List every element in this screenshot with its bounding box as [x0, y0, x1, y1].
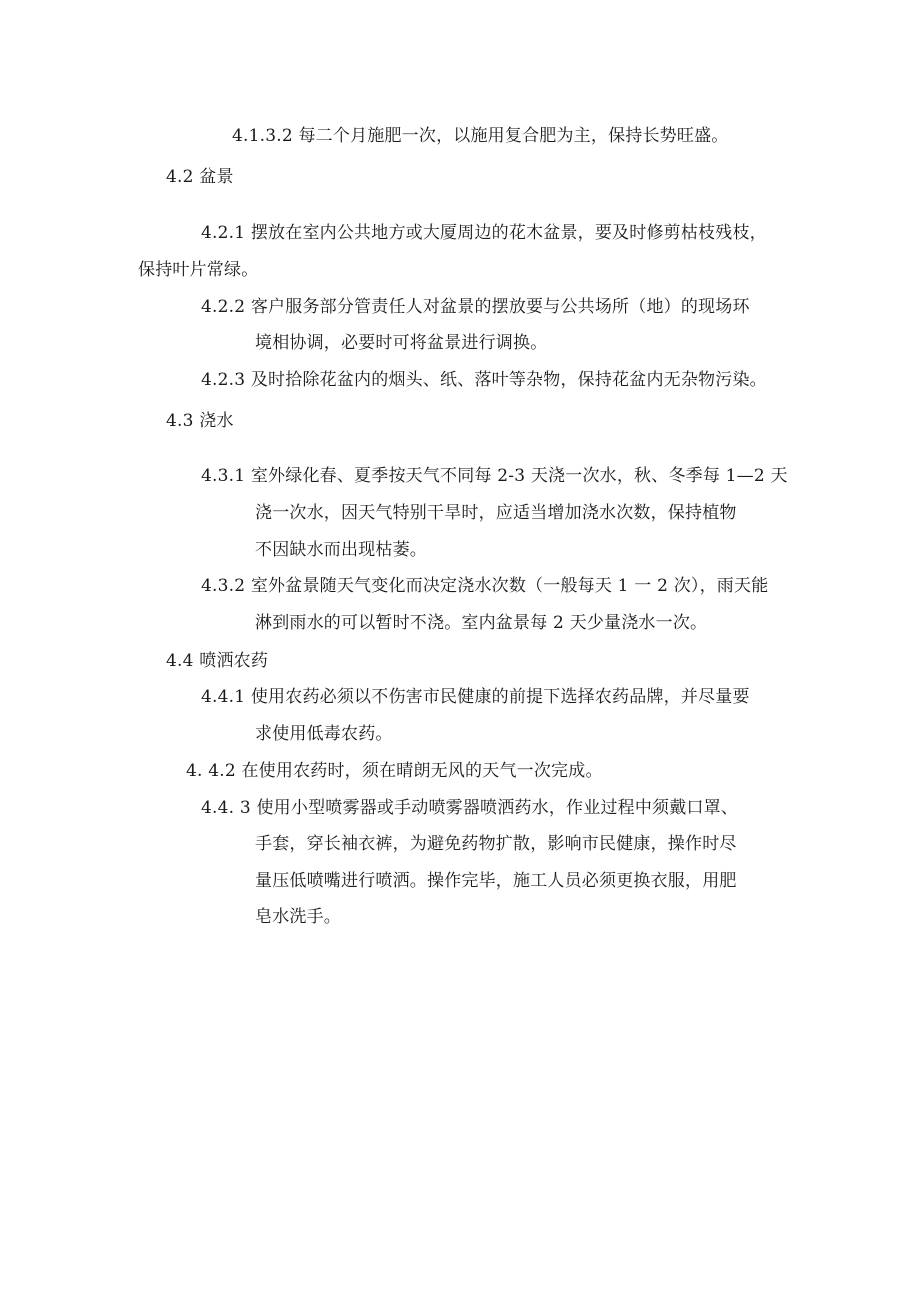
paragraph-4-3-2-line-2: 淋到雨水的可以暂时不浇。室内盆景每 2 天少量浇水一次。 — [255, 613, 708, 633]
paragraph-4-1-3-2: 4.1.3.2 每二个月施肥一次，以施用复合肥为主，保持长势旺盛。 — [232, 126, 729, 146]
paragraph-4-2-2-line-1: 4.2.2 客户服务部分管责任人对盆景的摆放要与公共场所（地）的现场环 — [201, 297, 750, 317]
paragraph-4-3-1-line-3: 不因缺水而出现枯萎。 — [255, 540, 427, 560]
paragraph-4-4-1-line-2: 求使用低毒农药。 — [255, 724, 393, 744]
paragraph-4-2-2-line-2: 境相协调，必要时可将盆景进行调换。 — [255, 333, 548, 353]
paragraph-4-3-1-line-1: 4.3.1 室外绿化春、夏季按天气不同每 2-3 天浇一次水，秋、冬季每 1—2 天 — [201, 466, 788, 486]
paragraph-4-4-3-line-2: 手套，穿长袖衣裤，为避免药物扩散，影响市民健康，操作时尽 — [255, 834, 737, 854]
heading-4-4: 4.4 喷洒农药 — [166, 651, 269, 671]
paragraph-4-2-1-line-1: 4.2.1 摆放在室内公共地方或大厦周边的花木盆景，要及时修剪枯枝残枝， — [201, 223, 767, 243]
heading-4-3: 4.3 浇水 — [166, 411, 234, 431]
paragraph-4-4-3-line-4: 皂水洗手。 — [255, 907, 341, 927]
paragraph-4-4-1-line-1: 4.4.1 使用农药必须以不伤害市民健康的前提下选择农药品牌，并尽量要 — [201, 687, 750, 707]
paragraph-4-3-2-line-1: 4.3.2 室外盆景随天气变化而决定浇水次数（一般每天 1 一 2 次），雨天能 — [201, 576, 769, 596]
paragraph-4-4-3-line-3: 量压低喷嘴进行喷洒。操作完毕，施工人员必须更换衣服，用肥 — [255, 871, 737, 891]
paragraph-4-2-3: 4.2.3 及时拾除花盆内的烟头、纸、落叶等杂物，保持花盆内无杂物污染。 — [201, 370, 767, 390]
paragraph-4-4-3-line-1: 4.4. 3 使用小型喷雾器或手动喷雾器喷洒药水，作业过程中须戴口罩、 — [201, 798, 739, 818]
paragraph-4-3-1-line-2: 浇一次水，因天气特别干旱时，应适当增加浇水次数，保持植物 — [255, 503, 737, 523]
paragraph-4-2-1-line-2: 保持叶片常绿。 — [138, 260, 259, 280]
paragraph-4-4-2: 4. 4.2 在使用农药时，须在晴朗无风的天气一次完成。 — [186, 761, 603, 781]
heading-4-2: 4.2 盆景 — [166, 167, 234, 187]
